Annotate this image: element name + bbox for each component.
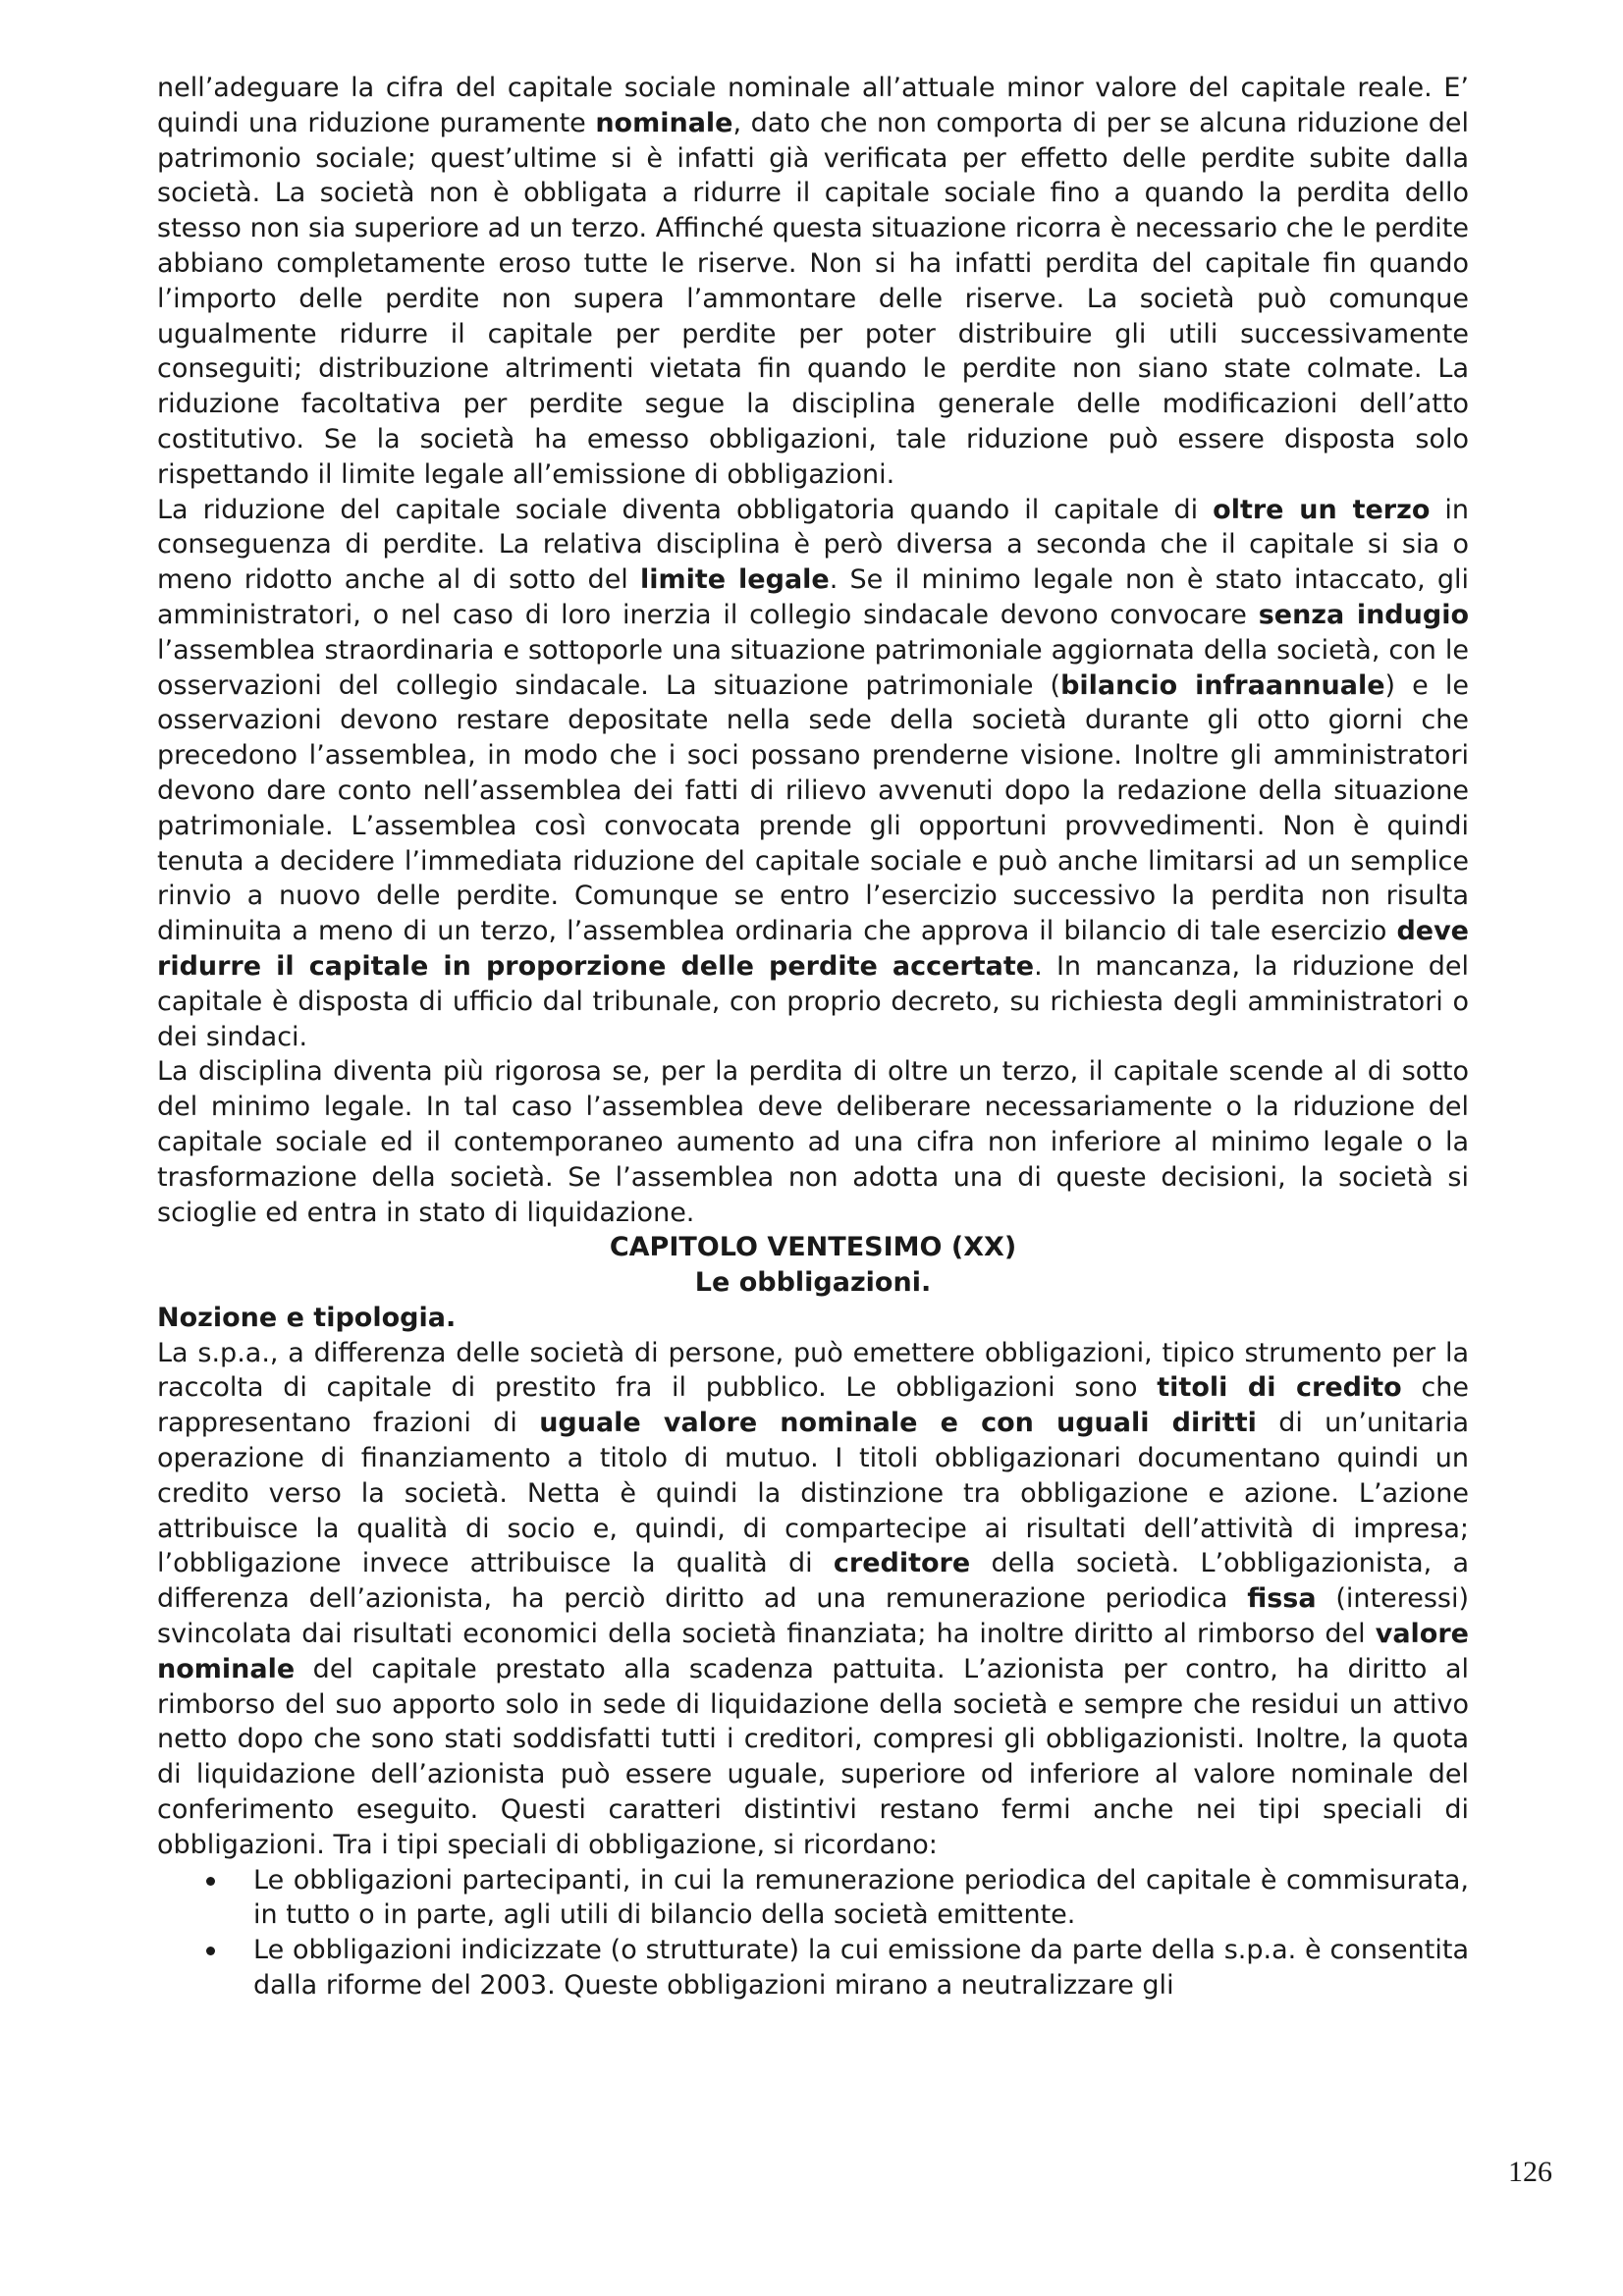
bullet-icon: [206, 1877, 215, 1886]
paragraph-reduction-mandatory: La riduzione del capitale sociale diventa obbligatoria quando il capitale di oltre un terzo in conseguenza di perdite. La relativa disciplina è però diversa a seconda che il capitale si sia o meno ridotto anche al di sotto del limite legale. Se il minimo legale non è stato intaccato, gli amministratori, o nel caso di loro inerzia il collegio sindacale devono convocare senza indugio l’assemblea straordinaria e sottoporle una situazione patrimoniale aggiornata della società, con le osservazioni del collegio sindacale. La situazione patrimoniale (bilancio infraannuale) e le osservazioni devono restare depositate nella sede della società durante gli otto giorni che precedono l’assemblea, in modo che i soci possano prenderne visione. Inoltre gli amministratori devono dare conto nell’assemblea dei fatti di rilievo avvenuti dopo la redazione della situazione patrimoniale. L’assemblea così convocata prende gli opportuni provvedimenti. Non è quindi tenuta a decidere l’immediata riduzione del capitale sociale e può anche limitarsi ad un semplice rinvio a nuovo delle perdite. Comunque se entro l’esercizio successivo la perdita non risulta diminuita a meno di un terzo, l’assemblea ordinaria che approva il bilancio di tale esercizio deve ridurre il capitale in proporzione delle perdite accertate. In mancanza, la riduzione del capitale è disposta di ufficio dal tribunale, con proprio decreto, su richiesta degli amministratori o dei sindaci.: [157, 494, 1470, 1052]
paragraph-below-minimum: La disciplina diventa più rigorosa se, per la perdita di oltre un terzo, il capitale scende al di sotto del minimo legale. In tal caso l’assemblea deve deliberare necessariamente o la riduzione del capitale sociale ed il contemporaneo aumento ad una cifra non inferiore al minimo legale o la trasformazione della società. Se l’assemblea non adotta una di queste decisioni, la società si scioglie ed entra in stato di liquidazione.: [157, 1056, 1469, 1228]
list-item: Le obbligazioni partecipanti, in cui la remunerazione periodica del capitale è commisurata, in tutto o in parte, agli utili di bilancio della società emittente.: [157, 1863, 1469, 1934]
document-page: [157, 71, 1469, 2003]
chapter-subtitle: Le obbligazioni.: [694, 1267, 932, 1299]
bold-term: creditore: [833, 1548, 971, 1579]
bold-term: oltre un terzo: [1213, 494, 1431, 525]
bold-term: senza indugio: [1258, 599, 1469, 630]
bold-term: fissa: [1247, 1583, 1317, 1615]
bold-term: titoli di credito: [1157, 1372, 1402, 1404]
list-item: Le obbligazioni indicizzate (o strutturate) la cui emissione da parte della s.p.a. è consentita dalla riforme del 2003. Queste obbligazioni mirano a neutralizzare gli: [157, 1933, 1469, 2003]
bold-term: limite legale: [639, 564, 830, 596]
bold-term: deve ridurre il capitale in proporzione delle perdite accertate: [157, 916, 1469, 982]
section-title: Nozione e tipologia.: [157, 1302, 457, 1333]
chapter-title: CAPITOLO VENTESIMO (XX): [609, 1232, 1017, 1263]
bond-types-list: [157, 1863, 1469, 2003]
bold-term: bilancio infraannuale: [1060, 669, 1385, 701]
bold-term: uguale valore nominale e con uguali diritti: [539, 1408, 1257, 1439]
page-number: 126: [1508, 2156, 1552, 2188]
paragraph-reduction-nominal: nell’adeguare la cifra del capitale sociale nominale all’attuale minor valore del capitale reale. E’ quindi una riduzione puramente nominale, dato che non comporta di per se alcuna riduzione del patrimonio sociale; quest’ultime si è infatti già verificata per effetto delle perdite subite dalla società. La società non è obbligata a ridurre il capitale sociale fino a quando la perdita dello stesso non sia superiore ad un terzo. Affinché questa situazione ricorra è necessario che le perdite abbiano completamente eroso tutte le riserve. Non si ha infatti perdita del capitale fin quando l’importo delle perdite non supera l’ammontare delle riserve. La società può comunque ugualmente ridurre il capitale per perdite per poter distribuire gli utili successivamente conseguiti; distribuzione altrimenti vietata fin quando le perdite non siano state colmate. La riduzione facoltativa per perdite segue la disciplina generale delle modificazioni dell’atto costitutivo. Se la società ha emesso obbligazioni, tale riduzione può essere disposta solo rispettando il limite legale all’emissione di obbligazioni.: [157, 73, 1469, 490]
bold-term: nominale: [595, 107, 733, 138]
paragraph-bonds-definition: La s.p.a., a differenza delle società di persone, può emettere obbligazioni, tipico strumento per la raccolta di capitale di prestito fra il pubblico. Le obbligazioni sono titoli di credito che rappresentano frazioni di uguale valore nominale e con uguali diritti di un’unitaria operazione di finanziamento a titolo di mutuo. I titoli obbligazionari documentano quindi un credito verso la società. Netta è quindi la distinzione tra obbligazione e azione. L’azione attribuisce la qualità di socio e, quindi, di compartecipe ai risultati dell’attività di impresa; l’obbligazione invece attribuisce la qualità di creditore della società. L’obbligazionista, a differenza dell’azionista, ha perciò diritto ad una remunerazione periodica fissa (interessi) svincolata dai risultati economici della società finanziata; ha inoltre diritto al rimborso del valore nominale del capitale prestato alla scadenza pattuita. L’azionista per contro, ha diritto al rimborso del suo apporto solo in sede di liquidazione della società e sempre che residui un attivo netto dopo che sono stati soddisfatti tutti i creditori, compresi gli obbligazionisti. Inoltre, la quota di liquidazione dell’azionista può essere uguale, superiore od inferiore al valore nominale del conferimento eseguito. Questi caratteri distintivi restano fermi anche nei tipi speciali di obbligazioni. Tra i tipi speciali di obbligazione, si ricordano:: [157, 1337, 1470, 1860]
bold-term: valore nominale: [157, 1619, 1469, 1684]
bullet-icon: [206, 1947, 215, 1955]
